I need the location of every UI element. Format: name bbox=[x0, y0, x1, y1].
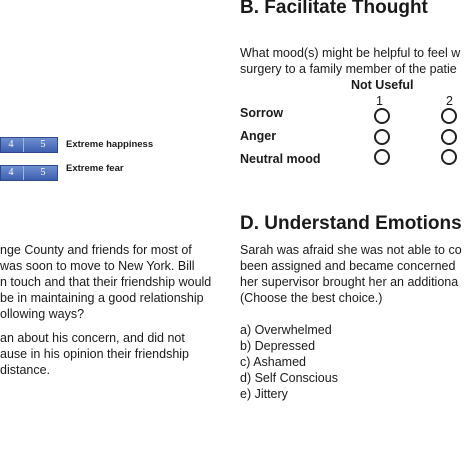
sorrow-radio-2[interactable] bbox=[441, 108, 457, 124]
row-label-anger: Anger bbox=[240, 129, 277, 143]
happiness-scale-divider bbox=[23, 138, 24, 152]
fear-scale-divider bbox=[23, 166, 24, 180]
section-b-question-line-1: What mood(s) might be helpful to feel w bbox=[240, 46, 461, 60]
section-d-question-line-3: her supervisor brought her an additiona bbox=[240, 275, 459, 289]
choice-overwhelmed[interactable]: a) Overwhelmed bbox=[240, 323, 332, 337]
section-c-line-5: ollowing ways? bbox=[0, 307, 85, 321]
section-c-option-line-1: an about his concern, and did not bbox=[0, 331, 185, 345]
scale-number-2: 2 bbox=[446, 94, 453, 108]
section-b-question-line-2: surgery to a family member of the patie bbox=[240, 62, 457, 76]
row-label-sorrow: Sorrow bbox=[240, 106, 284, 120]
fear-scale-bar[interactable] bbox=[0, 165, 58, 181]
choice-self-conscious[interactable]: d) Self Conscious bbox=[240, 371, 338, 385]
happiness-scale-value-4[interactable]: 4 bbox=[8, 139, 14, 150]
section-c-line-3: n touch and that their friendship would bbox=[0, 275, 212, 289]
fear-scale-value-5[interactable]: 5 bbox=[40, 167, 46, 178]
anger-radio-2[interactable] bbox=[441, 129, 457, 145]
section-c-option-line-2: ause in his opinion their friendship bbox=[0, 347, 190, 361]
choice-jittery[interactable]: e) Jittery bbox=[240, 387, 288, 401]
happiness-scale-value-5[interactable]: 5 bbox=[40, 139, 46, 150]
happiness-scale-bar[interactable] bbox=[0, 137, 58, 153]
choice-ashamed[interactable]: c) Ashamed bbox=[240, 355, 307, 369]
neutral-mood-radio-2[interactable] bbox=[441, 149, 457, 165]
section-d-question-line-2: been assigned and became concerned bbox=[240, 259, 456, 273]
section-d-heading: D. Understand Emotions bbox=[240, 213, 462, 234]
section-c-line-1: nge County and friends for most of bbox=[0, 243, 192, 257]
extreme-happiness-label: Extreme happiness bbox=[66, 139, 154, 150]
neutral-mood-radio-1[interactable] bbox=[374, 149, 390, 165]
fear-scale-value-4[interactable]: 4 bbox=[8, 167, 14, 178]
section-b-heading: B. Facilitate Thought bbox=[240, 0, 428, 18]
section-c-line-2: was soon to move to New York. Bill bbox=[0, 259, 195, 273]
anger-radio-1[interactable] bbox=[374, 129, 390, 145]
section-d-question-line-4: (Choose the best choice.) bbox=[240, 291, 383, 305]
extreme-fear-label: Extreme fear bbox=[66, 163, 124, 174]
not-useful-column-header: Not Useful bbox=[351, 78, 414, 92]
choice-depressed[interactable]: b) Depressed bbox=[240, 339, 316, 353]
row-label-neutral-mood: Neutral mood bbox=[240, 152, 321, 166]
scale-number-1: 1 bbox=[376, 94, 383, 108]
section-c-option-line-3: distance. bbox=[0, 363, 51, 377]
section-d-question-line-1: Sarah was afraid she was not able to co bbox=[240, 243, 462, 257]
section-c-line-4: be in maintaining a good relationship bbox=[0, 291, 204, 305]
sorrow-radio-1[interactable] bbox=[374, 108, 390, 124]
